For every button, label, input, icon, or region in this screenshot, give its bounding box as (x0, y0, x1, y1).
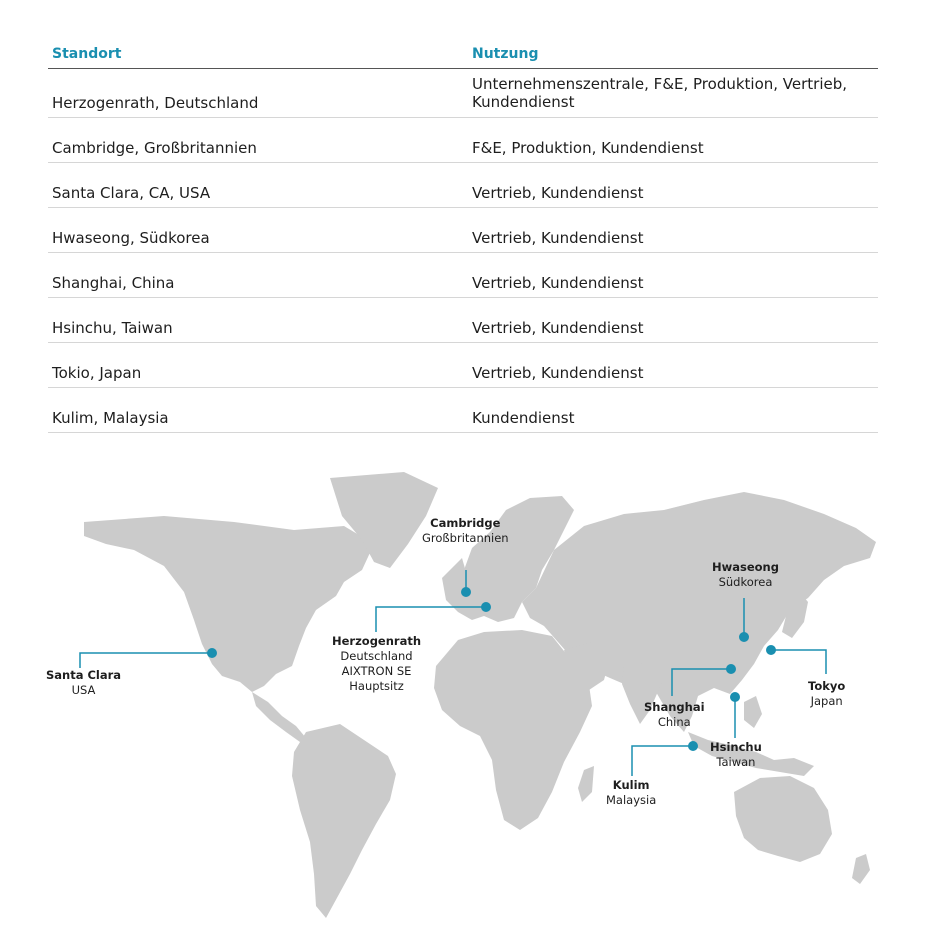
label-hwaseong-name: Hwaseong (712, 560, 779, 574)
cell-location: Kulim, Malaysia (52, 409, 169, 427)
madagascar-shape (578, 766, 594, 802)
cell-usage: Vertrieb, Kundendienst (472, 364, 644, 382)
label-hsinchu (710, 740, 762, 770)
label-santa-clara (46, 668, 121, 698)
australia-shape (734, 776, 832, 862)
label-herzogenrath-hq: Hauptsitz (349, 679, 404, 693)
label-tokyo-country: Japan (810, 694, 843, 708)
label-cambridge-country: Großbritannien (422, 531, 509, 545)
north-america-shape (84, 516, 374, 692)
label-herzogenrath-company: AIXTRON SE (341, 664, 412, 678)
label-tokyo-name: Tokyo (808, 679, 846, 693)
tokyo-marker (766, 645, 776, 655)
kulim-leader (632, 746, 693, 776)
label-kulim (606, 778, 656, 808)
world-map (44, 470, 880, 921)
label-hwaseong (712, 560, 779, 590)
cell-location: Tokio, Japan (52, 364, 142, 382)
hsinchu-marker (730, 692, 740, 702)
table-row (48, 163, 878, 208)
santa-clara-marker (207, 648, 217, 658)
table-row (48, 253, 878, 298)
table-row (48, 118, 878, 163)
label-herzogenrath (332, 634, 421, 694)
label-cambridge-name: Cambridge (430, 516, 501, 530)
south-america-shape (292, 724, 396, 918)
cell-usage: Kundendienst (472, 409, 575, 427)
label-tokyo (808, 679, 845, 709)
cambridge-marker (461, 587, 471, 597)
hwaseong-marker (739, 632, 749, 642)
label-kulim-name: Kulim (612, 778, 650, 792)
central-america-shape (252, 692, 306, 742)
cell-usage: F&E, Produktion, Kundendienst (472, 139, 704, 157)
philippines-shape (744, 696, 762, 728)
label-santa-clara-name: Santa Clara (46, 668, 122, 682)
table-header (48, 40, 878, 69)
label-herzogenrath-country: Deutschland (340, 649, 413, 663)
table-row (48, 208, 878, 253)
santa-clara-leader (80, 653, 212, 668)
label-hsinchu-country: Taiwan (716, 755, 756, 769)
label-shanghai-country: China (657, 715, 691, 729)
herzogenrath-marker (481, 602, 491, 612)
table-row (48, 298, 878, 343)
label-cambridge (422, 516, 509, 546)
label-kulim-country: Malaysia (606, 793, 657, 807)
label-hwaseong-country: Südkorea (718, 575, 773, 589)
cell-usage: Vertrieb, Kundendienst (472, 319, 644, 337)
cell-location: Santa Clara, CA, USA (52, 184, 211, 202)
cell-usage: Vertrieb, Kundendienst (472, 229, 644, 247)
locations-table (48, 40, 878, 433)
kulim-marker (688, 741, 698, 751)
table-row (48, 69, 878, 118)
cell-usage: Vertrieb, Kundendienst (472, 274, 644, 292)
new-zealand-shape (852, 854, 870, 884)
cell-location: Herzogenrath, Deutschland (52, 94, 259, 112)
cell-usage: Vertrieb, Kundendienst (472, 184, 644, 202)
cell-location: Shanghai, China (52, 274, 175, 292)
label-shanghai-name: Shanghai (644, 700, 705, 714)
cell-usage: Unternehmenszentrale, F&E, Produktion, Vertrieb, Kundendienst (472, 75, 848, 111)
table-row (48, 388, 878, 433)
label-santa-clara-country: USA (71, 683, 96, 697)
label-hsinchu-name: Hsinchu (710, 740, 762, 754)
label-herzogenrath-name: Herzogenrath (332, 634, 422, 648)
shanghai-marker (726, 664, 736, 674)
cell-location: Cambridge, Großbritannien (52, 139, 257, 157)
header-usage: Nutzung (472, 46, 539, 62)
header-location: Standort (52, 46, 122, 62)
tokyo-leader (771, 650, 826, 674)
table-row (48, 343, 878, 388)
label-shanghai (644, 700, 705, 730)
cell-location: Hsinchu, Taiwan (52, 319, 173, 337)
cell-location: Hwaseong, Südkorea (52, 229, 210, 247)
